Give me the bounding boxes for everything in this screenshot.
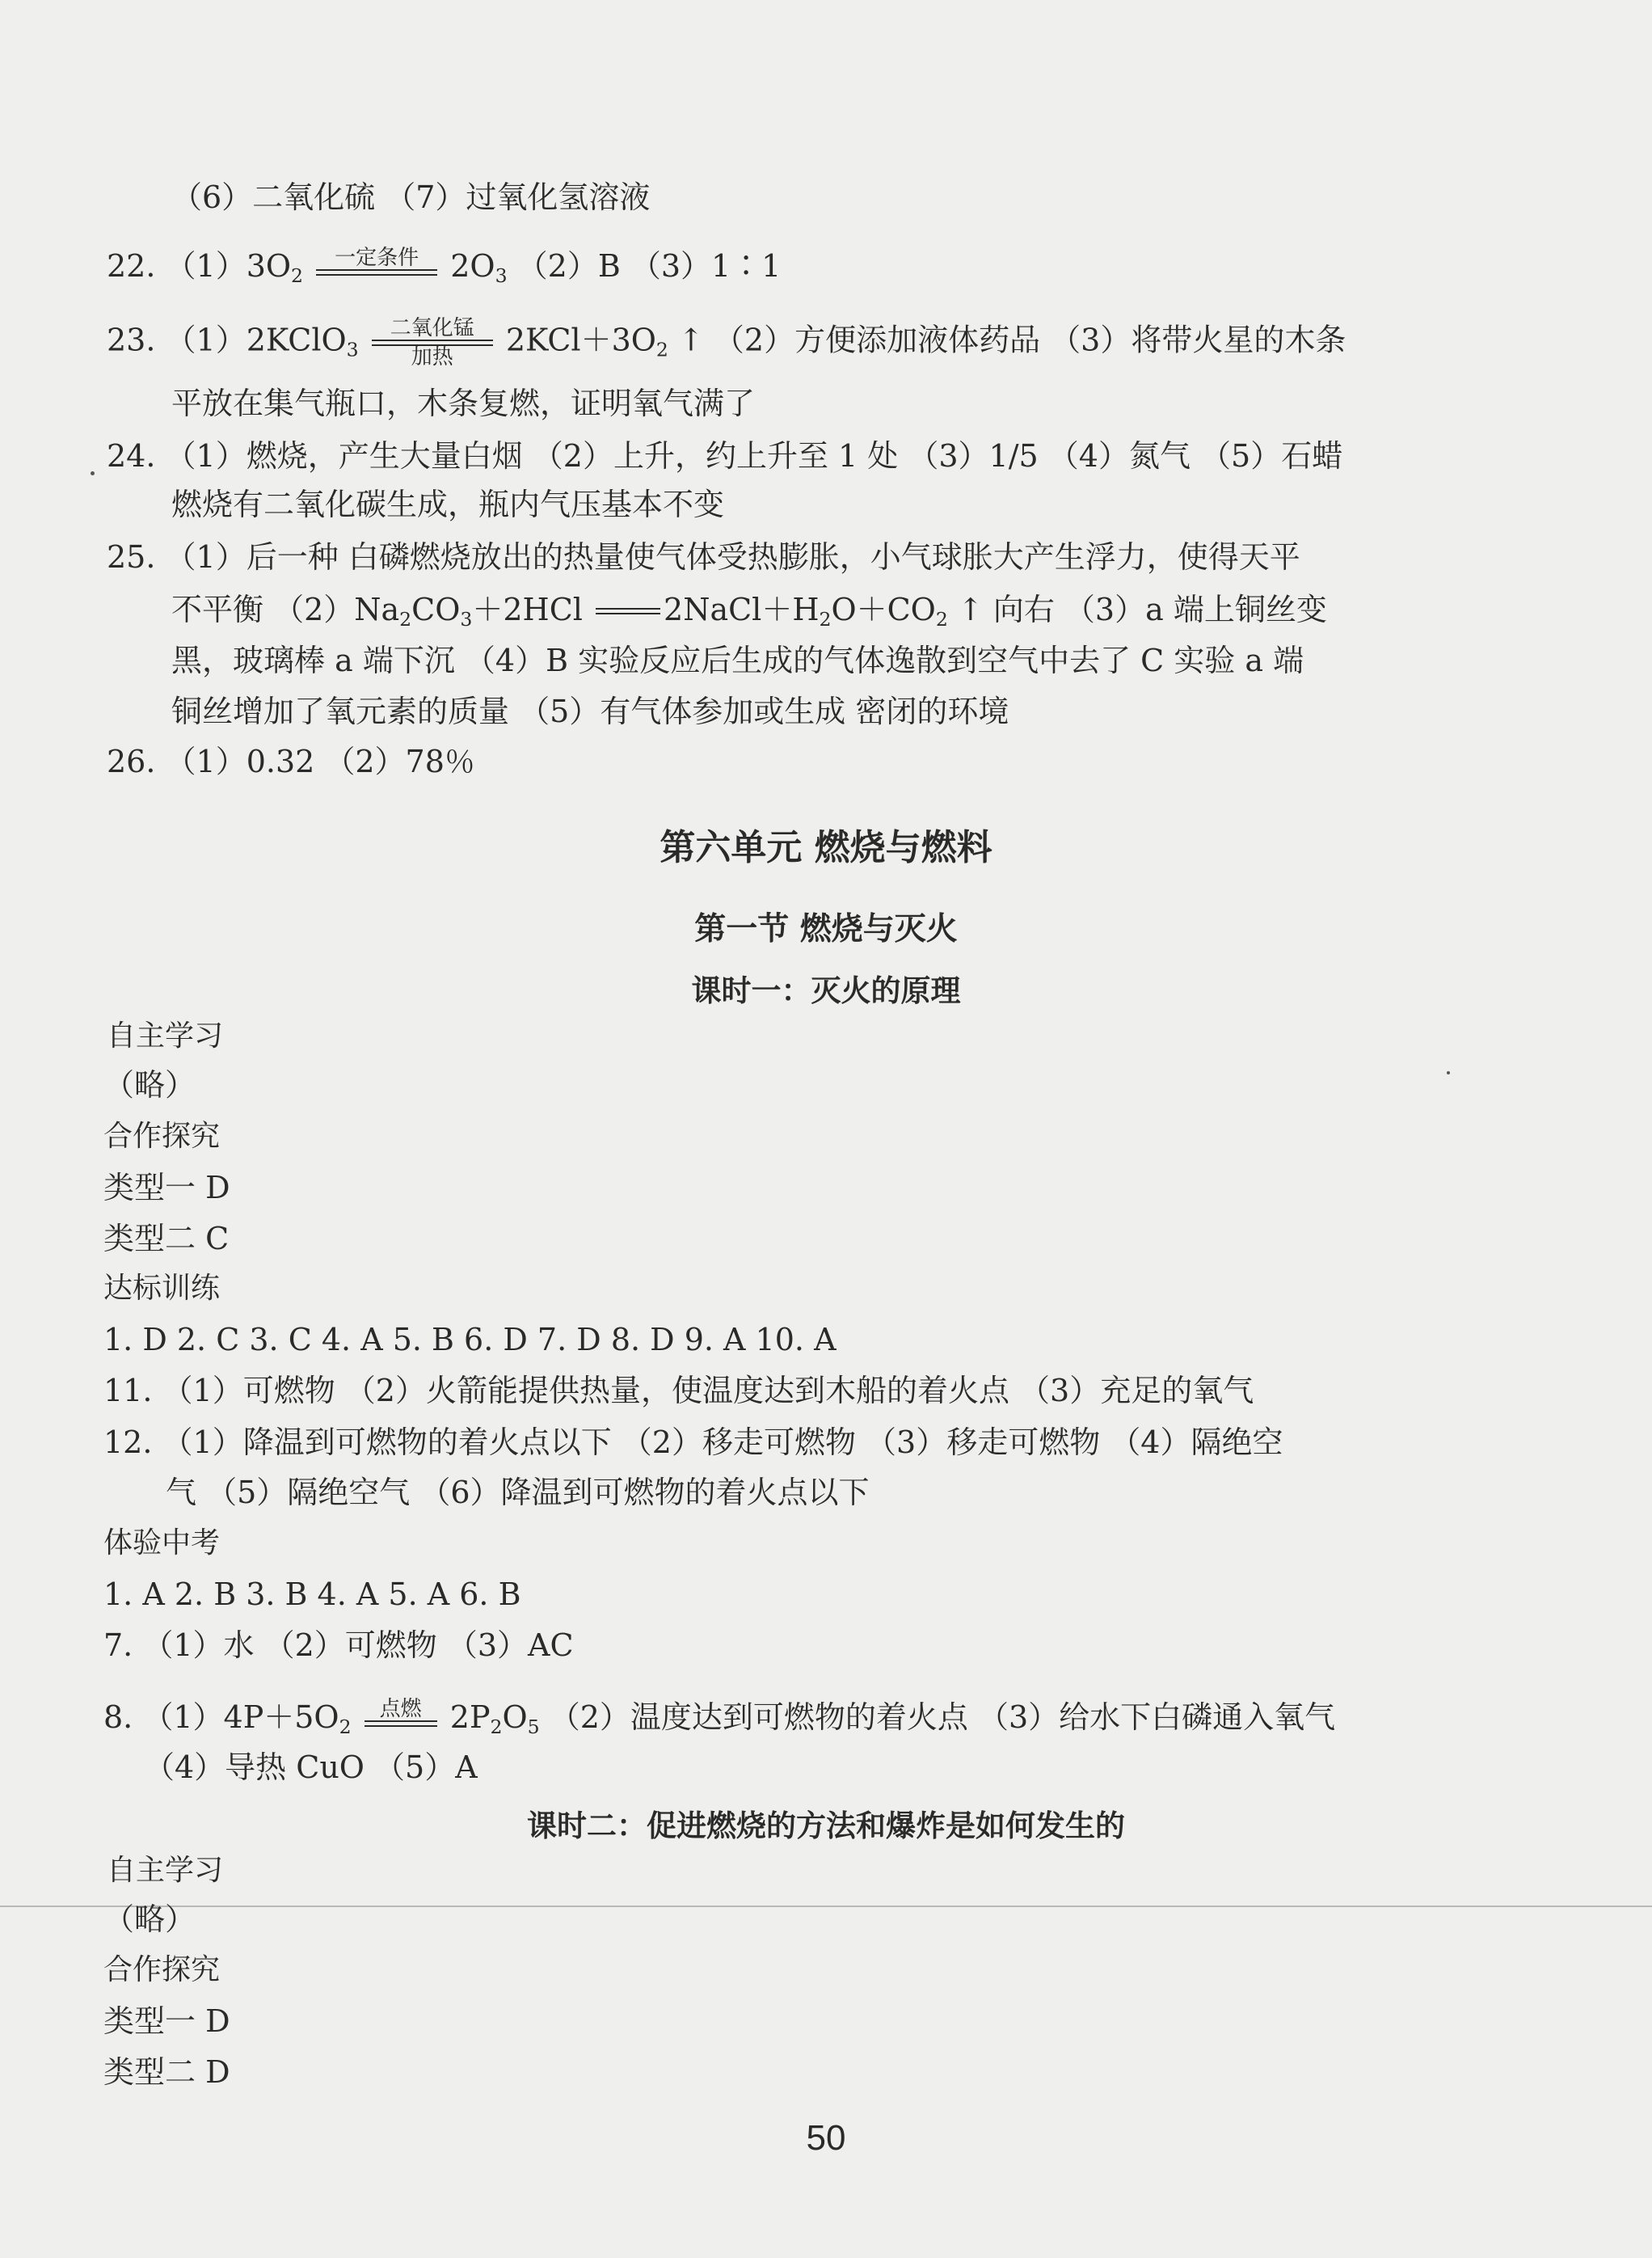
reaction-condition: 一定条件 bbox=[316, 247, 437, 276]
equation-part: （2）B （3）1∶1 bbox=[516, 248, 782, 284]
answer-line: 12. （1）降温到可燃物的着火点以下 （2）移走可燃物 （3）移走可燃物 （4）隔绝空 bbox=[103, 1424, 1283, 1460]
reaction-condition: 点燃 bbox=[365, 1698, 437, 1727]
answer-q22: 22. $(1)3O_2$ 一定条件 $2O_3$ （2）B （3）1∶1 bbox=[107, 245, 782, 288]
answer-line: 7. （1）水 （2）可燃物 （3）AC bbox=[103, 1627, 574, 1663]
answer-q24: 24. （1）燃烧，产生大量白烟 （2）上升，约上升至 1 处 （3）1/5 （4）氮气 （5）石蜡 bbox=[107, 438, 1343, 474]
subsection-label: 自主学习 bbox=[107, 1019, 224, 1053]
answer-line: 1. A 2. B 3. B 4. A 5. A 6. B bbox=[103, 1576, 521, 1612]
answer-line: （6）二氧化硫 （7）过氧化氢溶液 bbox=[171, 179, 651, 215]
answer-line: （略） bbox=[103, 1901, 196, 1937]
subsection-label: 达标训练 bbox=[103, 1272, 221, 1305]
answer-line: 11. （1）可燃物 （2）火箭能提供热量，使温度达到木船的着火点 （3）充足的氧气 bbox=[103, 1373, 1254, 1408]
lesson-title: 课时二：促进燃烧的方法和爆炸是如何发生的 bbox=[527, 1809, 1125, 1843]
subsection-label: 体验中考 bbox=[103, 1526, 221, 1559]
answer-line: 铜丝增加了氧元素的质量 （5）有气体参加或生成 密闭的环境 bbox=[171, 694, 1009, 729]
answer-q8: 8. $(1)4P+5O_2$ 点燃 $2P_2O_5$ （2）温度达到可燃物的着火点 （3）给水下白磷通入氧气 bbox=[103, 1696, 1336, 1739]
page-divider bbox=[0, 1906, 1652, 1907]
answer-line: 类型一 D bbox=[103, 1170, 230, 1205]
section-title: 第一节 燃烧与灭火 bbox=[694, 911, 958, 948]
unit-title: 第六单元 燃烧与燃料 bbox=[660, 827, 992, 868]
reaction-condition: 二氧化锰 加热 bbox=[372, 317, 493, 369]
answer-line: 燃烧有二氧化碳生成，瓶内气压基本不变 bbox=[171, 487, 725, 522]
page-number: 50 bbox=[806, 2118, 846, 2158]
answer-line: 不平衡 $(2)Na_2CO_3+2HCl$ $2NaCl+H_2O+CO_2$ ↑ 向右 （3）a 端上铜丝变 bbox=[171, 592, 1327, 631]
answer-q23: 23. （1）2KClO$_3$ 二氧化锰 加热 $2KCl+3O_2$ ↑ （2）方便添加液体药品 （3）将带火星的木条 bbox=[107, 316, 1346, 369]
equation-part: （1）3O bbox=[165, 248, 292, 284]
equation-part: ↑ （2）方便添加液体药品 （3）将带火星的木条 bbox=[678, 322, 1346, 358]
scan-speck bbox=[1447, 1071, 1450, 1074]
subsection-label: 合作探究 bbox=[103, 1120, 221, 1153]
equation-part: （1）2KClO bbox=[165, 322, 347, 358]
subsection-label: 合作探究 bbox=[103, 1953, 221, 1986]
answer-line: 类型二 C bbox=[103, 1221, 230, 1256]
equation-part: 2O bbox=[450, 248, 495, 284]
subsection-label: 自主学习 bbox=[107, 1854, 224, 1887]
answer-line: 1. D 2. C 3. C 4. A 5. B 6. D 7. D 8. D 9. A 10. A bbox=[103, 1322, 837, 1357]
answer-line: 黑，玻璃棒 a 端下沉 （4）B 实验反应后生成的气体逸散到空气中去了 C 实验 a 端 bbox=[171, 643, 1304, 678]
answer-line: 平放在集气瓶口，木条复燃，证明氧气满了 bbox=[171, 386, 756, 421]
answer-q25: 25. （1）后一种 白磷燃烧放出的热量使气体受热膨胀，小气球胀大产生浮力，使得天平 bbox=[107, 539, 1300, 575]
question-number: 22. bbox=[107, 248, 156, 284]
answer-line: 类型一 D bbox=[103, 2003, 230, 2039]
answer-line: （4）导热 CuO （5）A bbox=[144, 1749, 478, 1785]
equation-part: 2KCl＋3O bbox=[505, 322, 656, 358]
reaction-equals bbox=[596, 608, 660, 614]
scan-speck bbox=[91, 471, 95, 475]
answer-line: 类型二 D bbox=[103, 2054, 230, 2090]
answer-line: （略） bbox=[103, 1067, 196, 1103]
answer-line: 气 （5）隔绝空气 （6）降温到可燃物的着火点以下 bbox=[166, 1475, 870, 1510]
question-number: 23. bbox=[107, 322, 156, 358]
lesson-title: 课时一：灭火的原理 bbox=[691, 973, 961, 1008]
answer-q26: 26. （1）0.32 （2）78％ bbox=[107, 744, 475, 779]
